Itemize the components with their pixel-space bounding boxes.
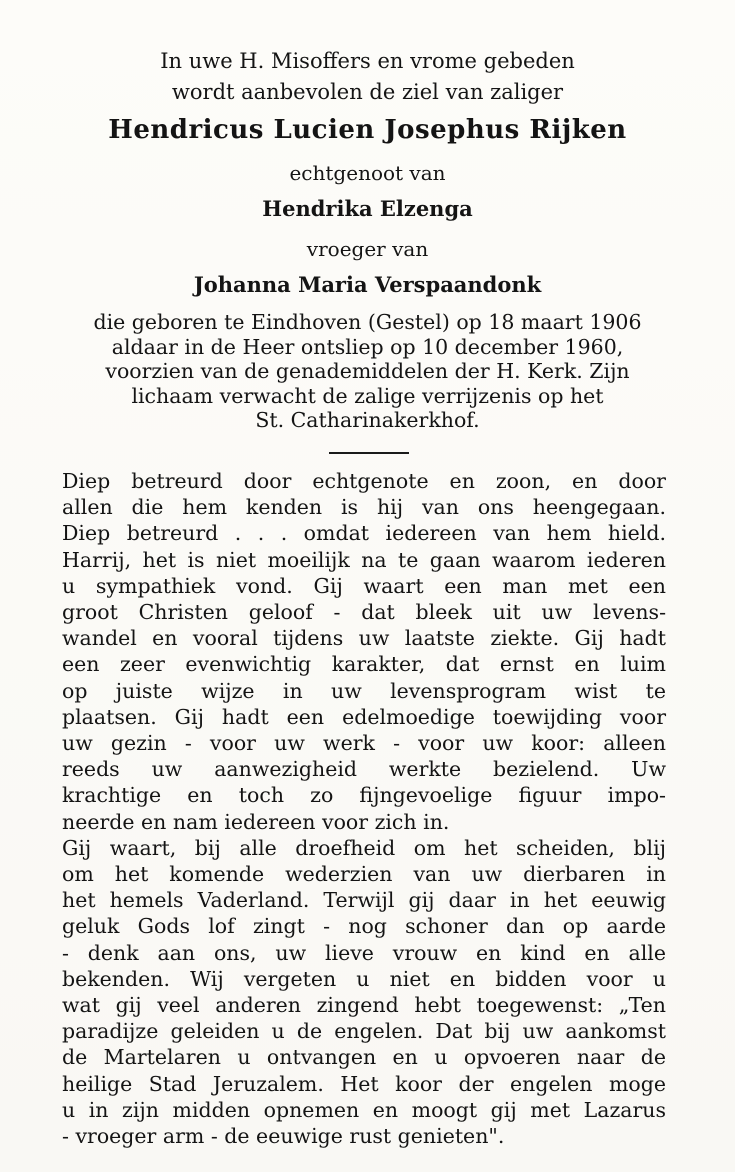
eulogy-line: - denk aan ons, uw lieve vrouw en kind en alle (62, 940, 666, 965)
eulogy-line: reeds uw aanwezigheid werkte bezielend. Uw (62, 757, 666, 782)
eulogy-line: heilige Stad Jeruzalem. Het koor der engelen moge (62, 1071, 666, 1096)
eulogy-line: een zeer evenwichtig karakter, dat ernst en luim (62, 652, 666, 677)
former-spouse-name: Johanna Maria Verspaandonk (193, 272, 542, 297)
eulogy-line: u in zijn midden opnemen en moogt gij met Lazarus (62, 1097, 666, 1122)
eulogy-line: neerde en nam iedereen voor zich in. (62, 809, 450, 834)
biography-line: lichaam verwacht de zalige verrijzenis op het (131, 383, 604, 408)
intro-line-2: wordt aanbevolen de ziel van zaliger (171, 80, 564, 104)
eulogy-line: Diep betreurd door echtgenote en zoon, en door (62, 469, 666, 493)
former-connector: vroeger van (306, 237, 429, 261)
biography (40, 310, 695, 433)
eulogy-text (62, 468, 666, 1149)
eulogy-line: paradijze geleiden u de engelen. Dat bij uw aankomst (62, 1019, 666, 1044)
eulogy-line: geluk Gods lof zingt - nog schoner dan op aarde (62, 914, 666, 939)
eulogy-line: plaatsen. Gij hadt een edelmoedige toewijding voor (62, 704, 666, 729)
deceased-name: Hendricus Lucien Josephus Rijken (108, 115, 627, 145)
eulogy-line: Harrij, het is niet moeilijk na te gaan waarom iederen (62, 547, 666, 572)
card-header (40, 46, 695, 433)
section-divider (329, 452, 409, 454)
eulogy-line: Gij waart, bij alle droefheid om het scheiden, blij (62, 835, 666, 860)
biography-line: aldaar in de Heer ontsliep op 10 december 1960, (111, 334, 624, 359)
eulogy-line: het hemels Vaderland. Terwijl gij daar in het eeuwig (62, 888, 666, 913)
eulogy-line: wat gij veel anderen zingend hebt toegewenst: „Ten (62, 993, 666, 1018)
eulogy-line: Diep betreurd . . . omdat iedereen van hem hield. (62, 521, 666, 546)
biography-line: voorzien van de genademiddelen der H. Kerk. Zijn (105, 359, 630, 383)
eulogy-line: - vroeger arm - de eeuwige rust genieten". (62, 1124, 505, 1149)
spouse-connector: echtgenoot van (289, 161, 446, 185)
eulogy-line: u sympathiek vond. Gij waart een man met een (62, 573, 666, 598)
intro-line-1: In uwe H. Misoffers en vrome gebeden (160, 49, 575, 73)
eulogy-line: uw gezin - voor uw werk - voor uw koor: alleen (62, 731, 666, 756)
eulogy-line: de Martelaren u ontvangen en u opvoeren naar de (62, 1045, 666, 1070)
eulogy-line: allen die hem kenden is hij van ons heengegaan. (62, 495, 666, 520)
eulogy-line: groot Christen geloof - dat bleek uit uw levens- (62, 600, 666, 625)
eulogy-line: op juiste wijze in uw levensprogram wist te (62, 678, 666, 703)
eulogy-line: om het komende wederzien van uw dierbaren in (62, 862, 666, 887)
biography-line: St. Catharinakerkhof. (255, 408, 480, 432)
eulogy-line: krachtige en toch zo fijngevoelige figuur impo- (62, 783, 666, 808)
eulogy-line: bekenden. Wij vergeten u niet en bidden voor u (62, 966, 666, 991)
eulogy-line: wandel en vooral tijdens uw laatste ziekte. Gij hadt (62, 626, 666, 651)
biography-line: die geboren te Eindhoven (Gestel) op 18 maart 1906 (93, 310, 642, 334)
spouse-name: Hendrika Elzenga (262, 196, 473, 221)
